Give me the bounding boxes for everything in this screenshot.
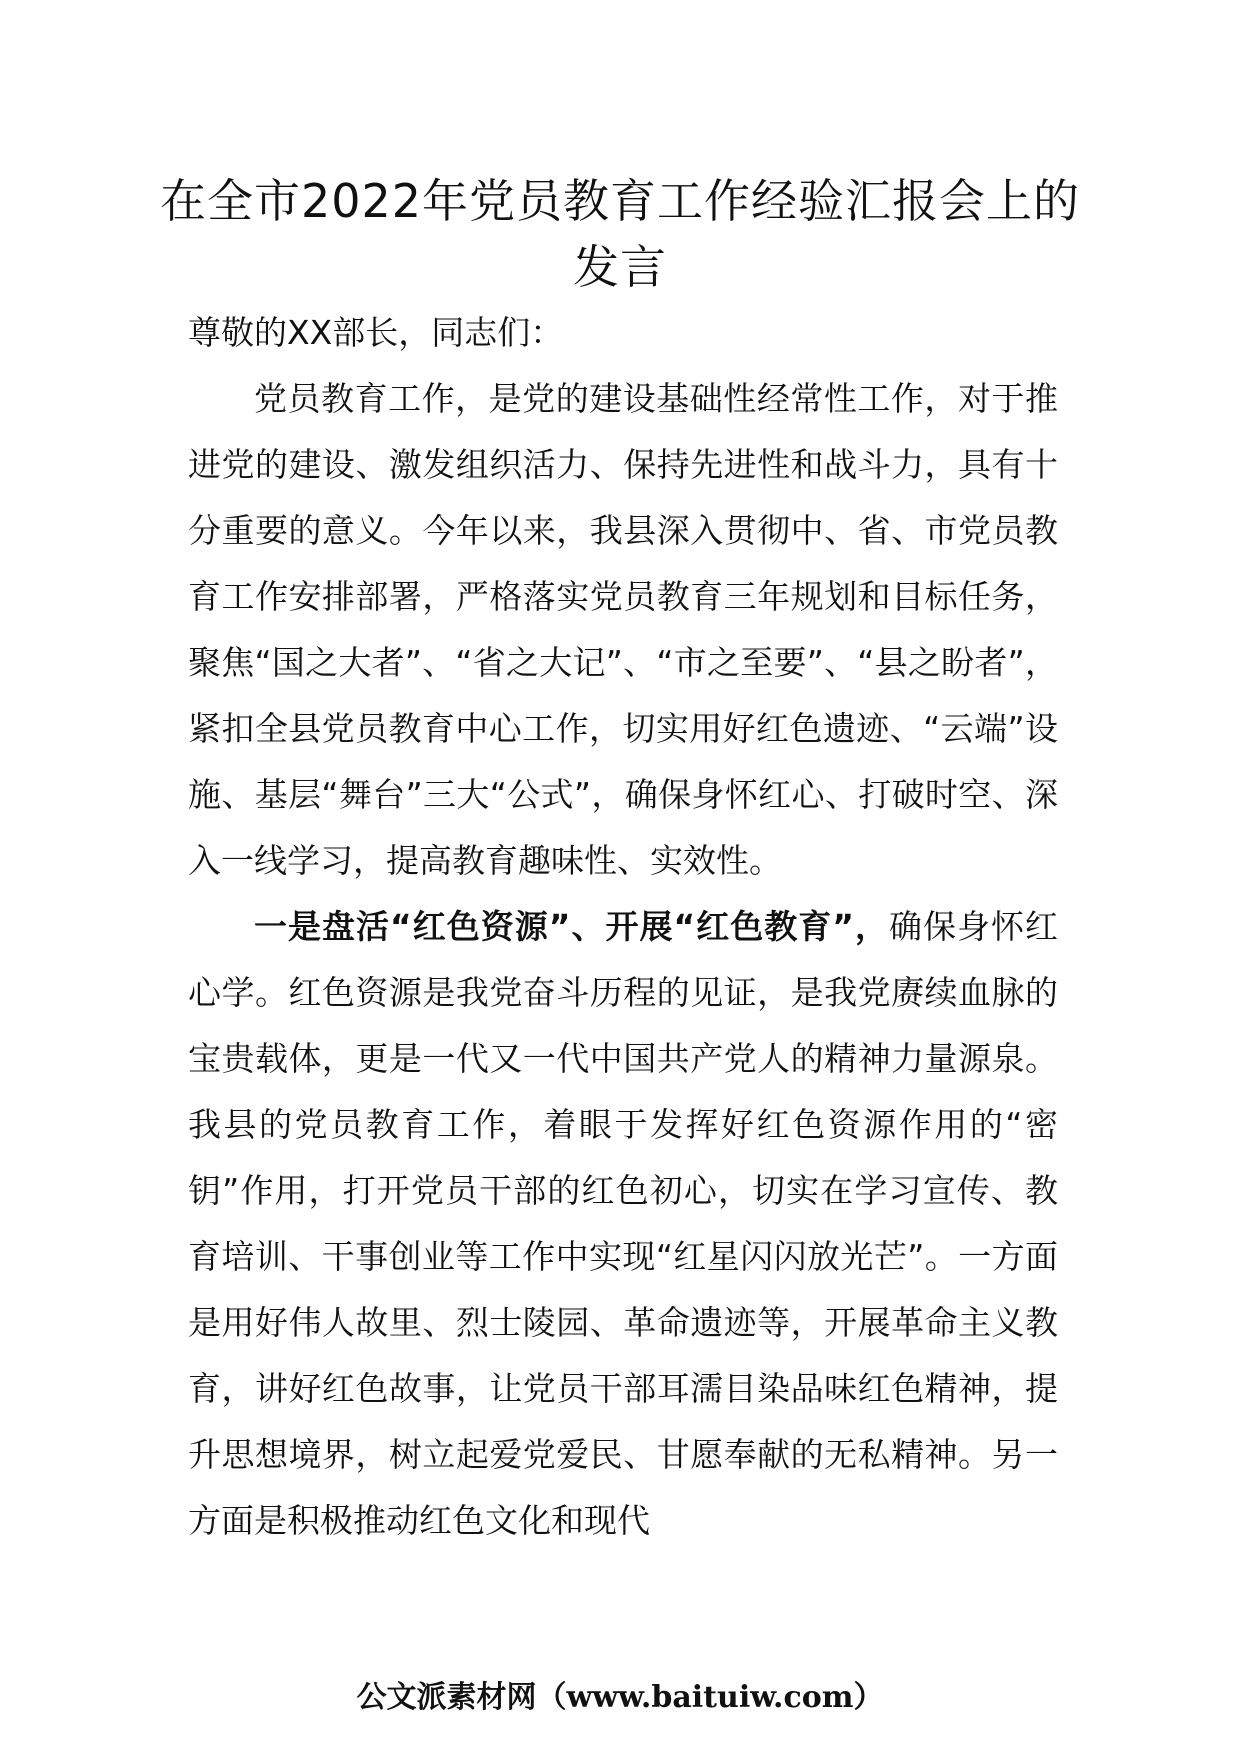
document-title: 在全市2022年党员教育工作经验汇报会上的发言: [159, 174, 1081, 294]
paragraph-lead-heading: 一是盘活“红色资源”、开展“红色教育”，: [254, 907, 889, 946]
paragraph-red-resources-text: 确保身怀红心学。红色资源是我党奋斗历程的见证，是我党赓续血脉的宝贵载体，更是一代又一代中国共产党人的精神力量源泉。我县的党员教育工作，着眼于发挥好红色资源作用的“密钥”作用，打开党员干部的红色初心，切实在学习宣传、教育培训、干事创业等工作中实现“红星闪闪放光芒”。一方面是用好伟人故里、烈士陵园、革命遗迹等，开展革命主义教育，讲好红色故事，让党员干部耳濡目染品味红色精神，提升思想境界，树立起爱党爱民、甘愿奉献的无私精神。另一方面是积极推动红色文化和现代: [188, 907, 1058, 1540]
document-body: [188, 300, 1058, 1554]
salutation: 尊敬的XX部长，同志们：: [188, 313, 564, 352]
paragraph-intro: 党员教育工作，是党的建设基础性经常性工作，对于推进党的建设、激发组织活力、保持先进性和战斗力，具有十分重要的意义。今年以来，我县深入贯彻中、省、市党员教育工作安排部署，严格落实党员教育三年规划和目标任务，聚焦“国之大者”、“省之大记”、“市之至要”、“县之盼者”，紧扣全县党员教育中心工作，切实用好红色遗迹、“云端”设施、基层“舞台”三大“公式”，确保身怀红心、打破时空、深入一线学习，提高教育趣味性、实效性。: [188, 379, 1058, 880]
footer-source: 公文派素材网（www.baituiw.com）: [356, 1680, 884, 1715]
paragraph-red-resources: [188, 894, 1058, 1554]
